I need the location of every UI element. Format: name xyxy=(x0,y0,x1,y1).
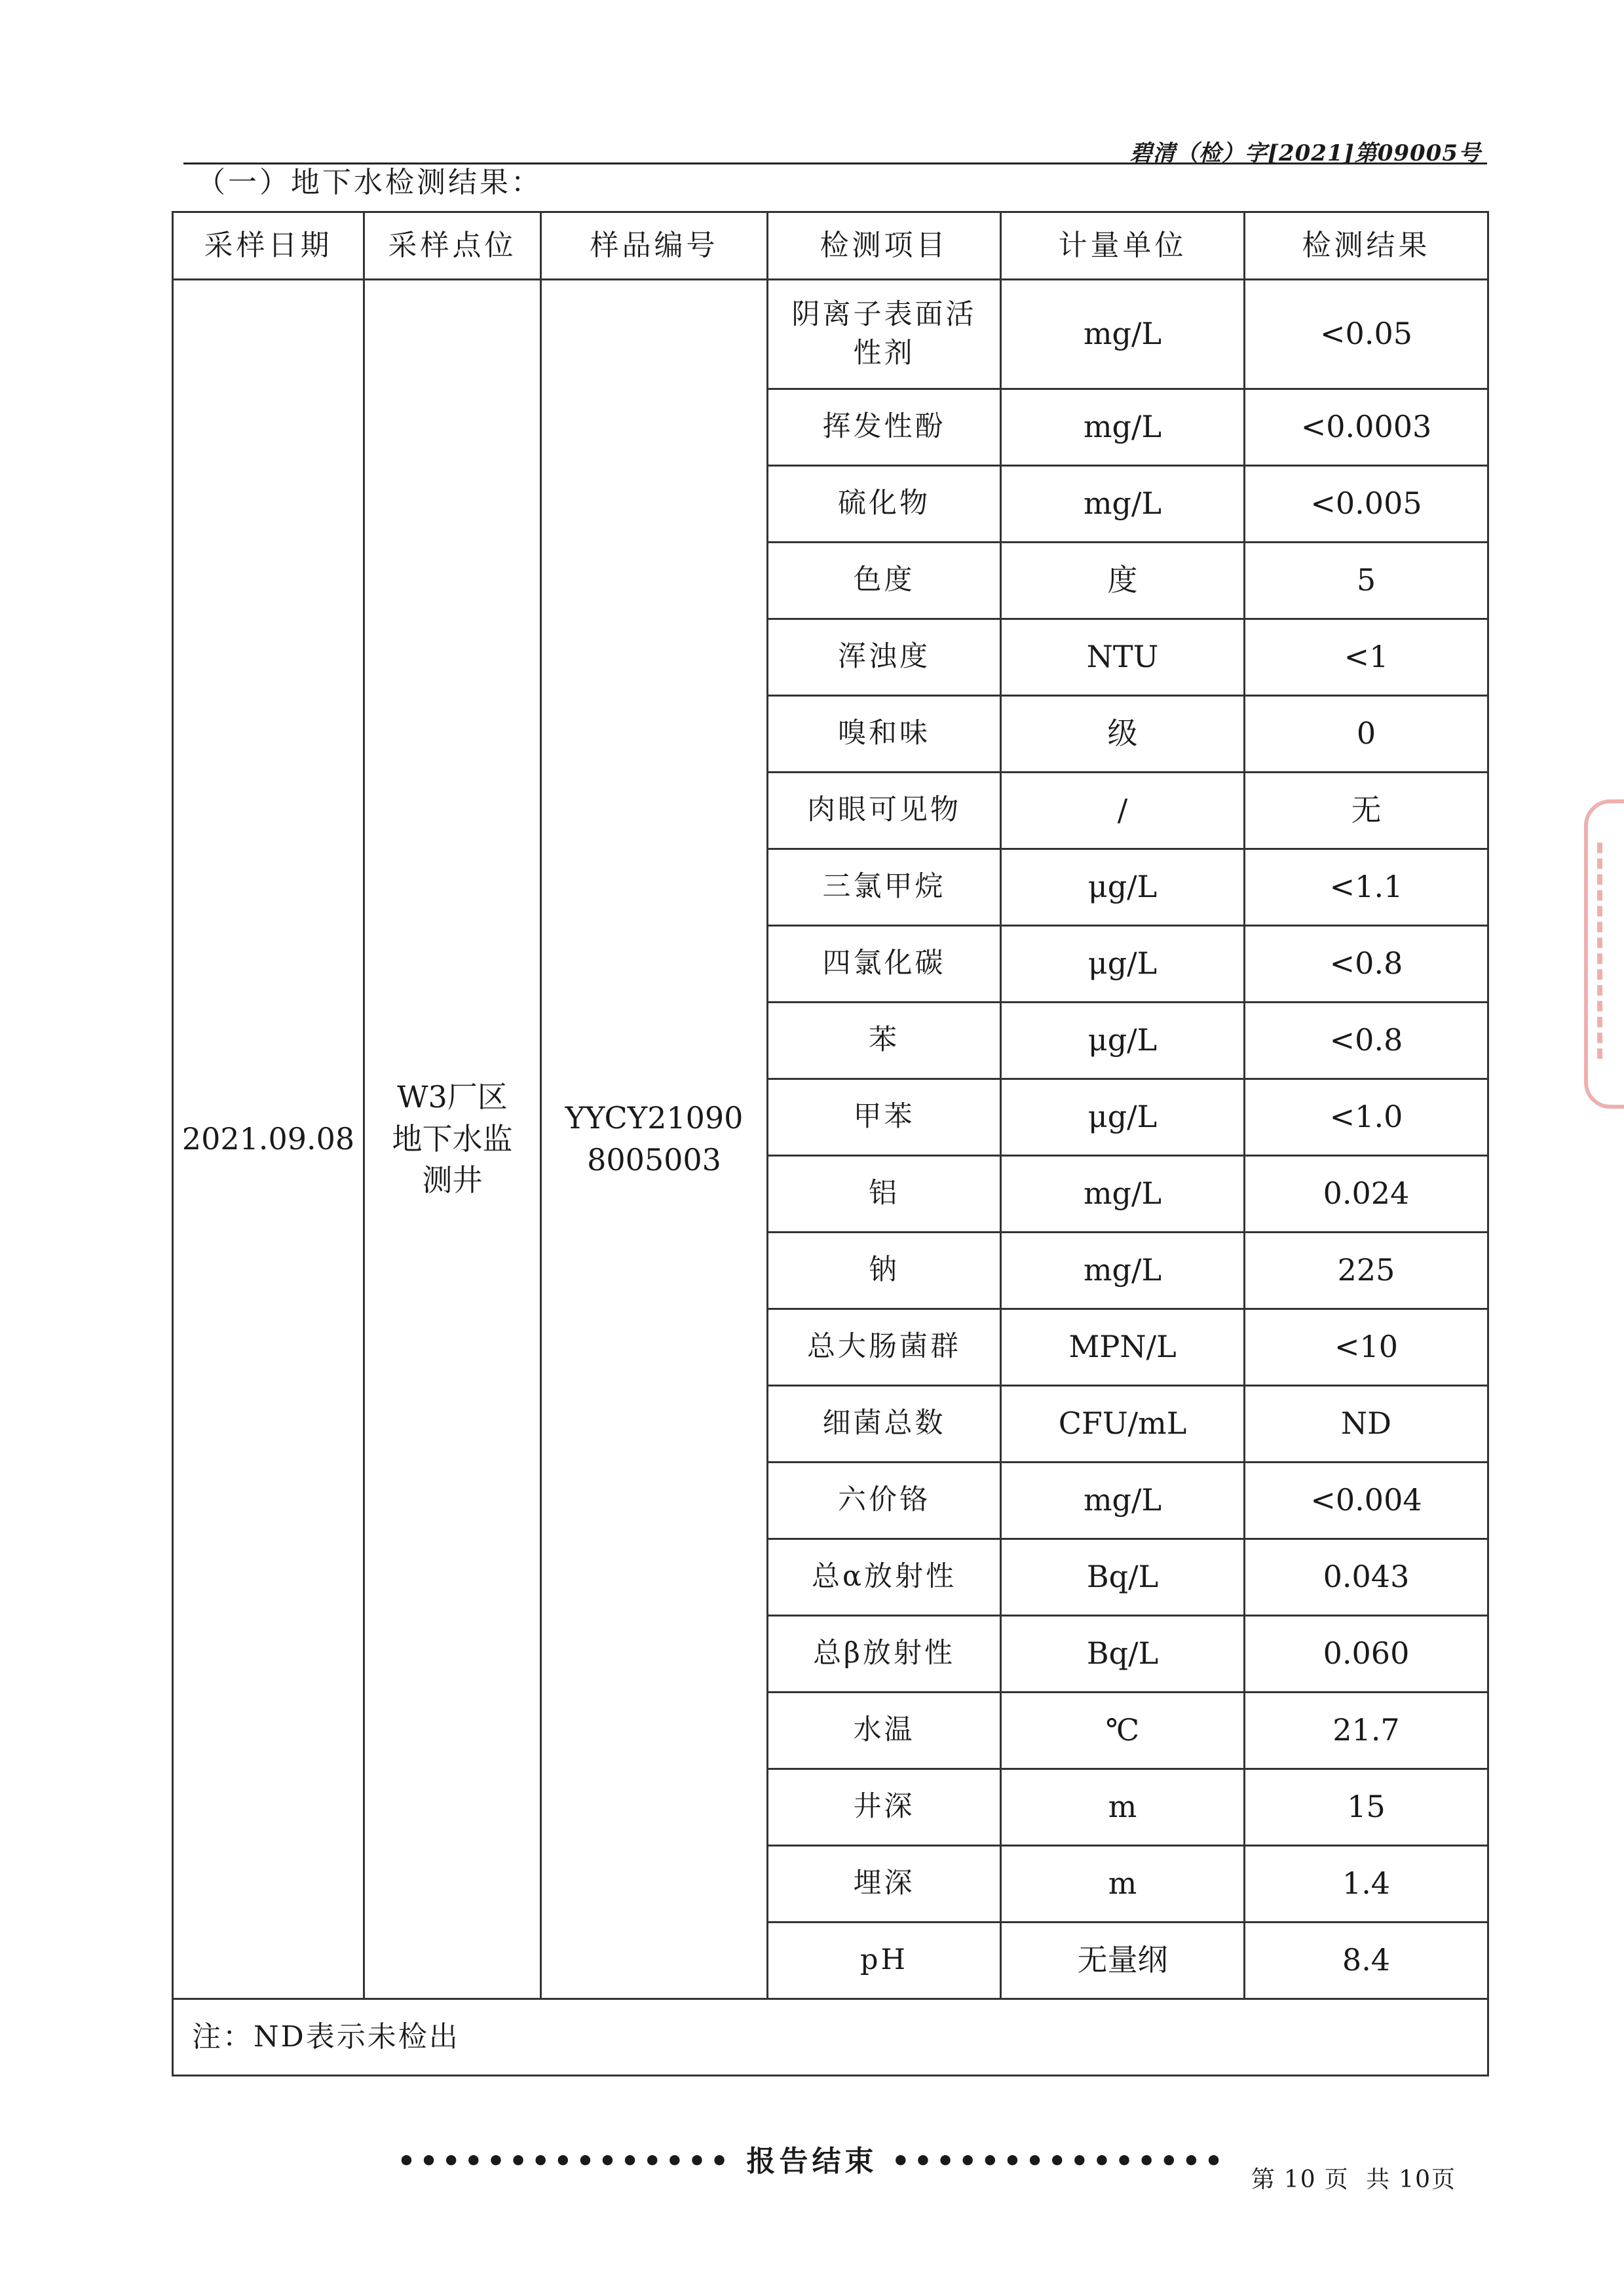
test-item-cell: 浑浊度 xyxy=(768,619,1001,696)
unit-cell: NTU xyxy=(1001,619,1245,696)
unit-cell: CFU/mL xyxy=(1001,1386,1245,1463)
table-note: 注：ND表示未检出 xyxy=(173,1999,1488,2076)
sample-number-cell: YYCY210908005003 xyxy=(541,280,768,1999)
test-item-cell: 六价铬 xyxy=(768,1463,1001,1539)
page-total: 10页 xyxy=(1399,2166,1456,2193)
table-row xyxy=(173,280,1488,389)
col-header-date: 采样日期 xyxy=(173,212,364,280)
col-header-point: 采样点位 xyxy=(364,212,541,280)
unit-cell: μg/L xyxy=(1001,926,1245,1003)
page-current: 10 xyxy=(1283,2166,1317,2193)
test-item-cell: 总α放射性 xyxy=(768,1539,1001,1616)
test-item-cell: 肉眼可见物 xyxy=(768,773,1001,849)
table-header-row xyxy=(173,212,1488,280)
result-cell: <1.1 xyxy=(1245,849,1488,926)
unit-cell: 级 xyxy=(1001,696,1245,773)
test-item-cell: 嗅和味 xyxy=(768,696,1001,773)
unit-cell: mg/L xyxy=(1001,466,1245,543)
groundwater-results-table xyxy=(172,211,1489,2076)
test-item-cell: 四氯化碳 xyxy=(768,926,1001,1003)
unit-cell: μg/L xyxy=(1001,1003,1245,1079)
unit-cell: MPN/L xyxy=(1001,1309,1245,1386)
result-cell: <10 xyxy=(1245,1309,1488,1386)
result-cell: 21.7 xyxy=(1245,1693,1488,1769)
unit-cell: ℃ xyxy=(1001,1693,1245,1769)
sampling-date-cell: 2021.09.08 xyxy=(173,280,364,1999)
unit-cell: m xyxy=(1001,1846,1245,1923)
result-cell: 0.043 xyxy=(1245,1539,1488,1616)
result-cell: 5 xyxy=(1245,543,1488,619)
result-cell: 0 xyxy=(1245,696,1488,773)
test-item-cell: 井深 xyxy=(768,1769,1001,1846)
unit-cell: mg/L xyxy=(1001,389,1245,466)
test-item-cell: 铝 xyxy=(768,1156,1001,1233)
result-cell: <0.05 xyxy=(1245,280,1488,389)
result-cell: 0.024 xyxy=(1245,1156,1488,1233)
test-item-cell: pH xyxy=(768,1923,1001,1999)
result-cell: 1.4 xyxy=(1245,1846,1488,1923)
test-item-cell: 甲苯 xyxy=(768,1079,1001,1156)
unit-cell: Bq/L xyxy=(1001,1539,1245,1616)
result-cell: <0.8 xyxy=(1245,926,1488,1003)
test-item-cell: 总大肠菌群 xyxy=(768,1309,1001,1386)
unit-cell: mg/L xyxy=(1001,280,1245,389)
section-title: （一）地下水检测结果： xyxy=(197,166,542,199)
test-item-cell: 水温 xyxy=(768,1693,1001,1769)
result-cell: 225 xyxy=(1245,1233,1488,1309)
result-cell: 无 xyxy=(1245,773,1488,849)
test-item-cell: 硫化物 xyxy=(768,466,1001,543)
result-cell: ND xyxy=(1245,1386,1488,1463)
test-item-cell: 挥发性酚 xyxy=(768,389,1001,466)
result-cell: <1 xyxy=(1245,619,1488,696)
unit-cell: μg/L xyxy=(1001,849,1245,926)
result-cell: 0.060 xyxy=(1245,1616,1488,1693)
report-end-marker: ••••••••••••••• 报告结束 ••••••••••••••• xyxy=(397,2145,1227,2178)
official-seal-fragment xyxy=(1584,799,1624,1109)
col-header-unit: 计量单位 xyxy=(1001,212,1245,280)
page-current-label: 第 xyxy=(1251,2166,1276,2193)
result-cell: 15 xyxy=(1245,1769,1488,1846)
unit-cell: mg/L xyxy=(1001,1233,1245,1309)
unit-cell: 度 xyxy=(1001,543,1245,619)
unit-cell: Bq/L xyxy=(1001,1616,1245,1693)
result-cell: <0.8 xyxy=(1245,1003,1488,1079)
test-item-cell: 苯 xyxy=(768,1003,1001,1079)
test-item-cell: 阴离子表面活性剂 xyxy=(768,280,1001,389)
test-item-cell: 钠 xyxy=(768,1233,1001,1309)
unit-cell: 无量纲 xyxy=(1001,1923,1245,1999)
result-cell: 8.4 xyxy=(1245,1923,1488,1999)
test-item-cell: 埋深 xyxy=(768,1846,1001,1923)
test-item-cell: 色度 xyxy=(768,543,1001,619)
result-cell: <0.005 xyxy=(1245,466,1488,543)
unit-cell: μg/L xyxy=(1001,1079,1245,1156)
page-indicator xyxy=(1247,2161,1460,2194)
col-header-sample-no: 样品编号 xyxy=(541,212,768,280)
col-header-result: 检测结果 xyxy=(1245,212,1488,280)
results-table-container xyxy=(172,211,1487,2076)
table-note-row xyxy=(173,1999,1488,2076)
page-unit: 页 xyxy=(1324,2166,1350,2193)
page-total-label: 共 xyxy=(1366,2166,1391,2193)
result-cell: <0.0003 xyxy=(1245,389,1488,466)
unit-cell: mg/L xyxy=(1001,1156,1245,1233)
test-item-cell: 三氯甲烷 xyxy=(768,849,1001,926)
table-body xyxy=(173,280,1488,2076)
result-cell: <1.0 xyxy=(1245,1079,1488,1156)
unit-cell: m xyxy=(1001,1769,1245,1846)
unit-cell: mg/L xyxy=(1001,1463,1245,1539)
unit-cell: / xyxy=(1001,773,1245,849)
sampling-point-cell: W3厂区地下水监测井 xyxy=(364,280,541,1999)
result-cell: <0.004 xyxy=(1245,1463,1488,1539)
test-item-cell: 总β放射性 xyxy=(768,1616,1001,1693)
test-item-cell: 细菌总数 xyxy=(768,1386,1001,1463)
col-header-item: 检测项目 xyxy=(768,212,1001,280)
report-number: 碧清（检）字[2021]第09005号 xyxy=(1129,140,1481,166)
